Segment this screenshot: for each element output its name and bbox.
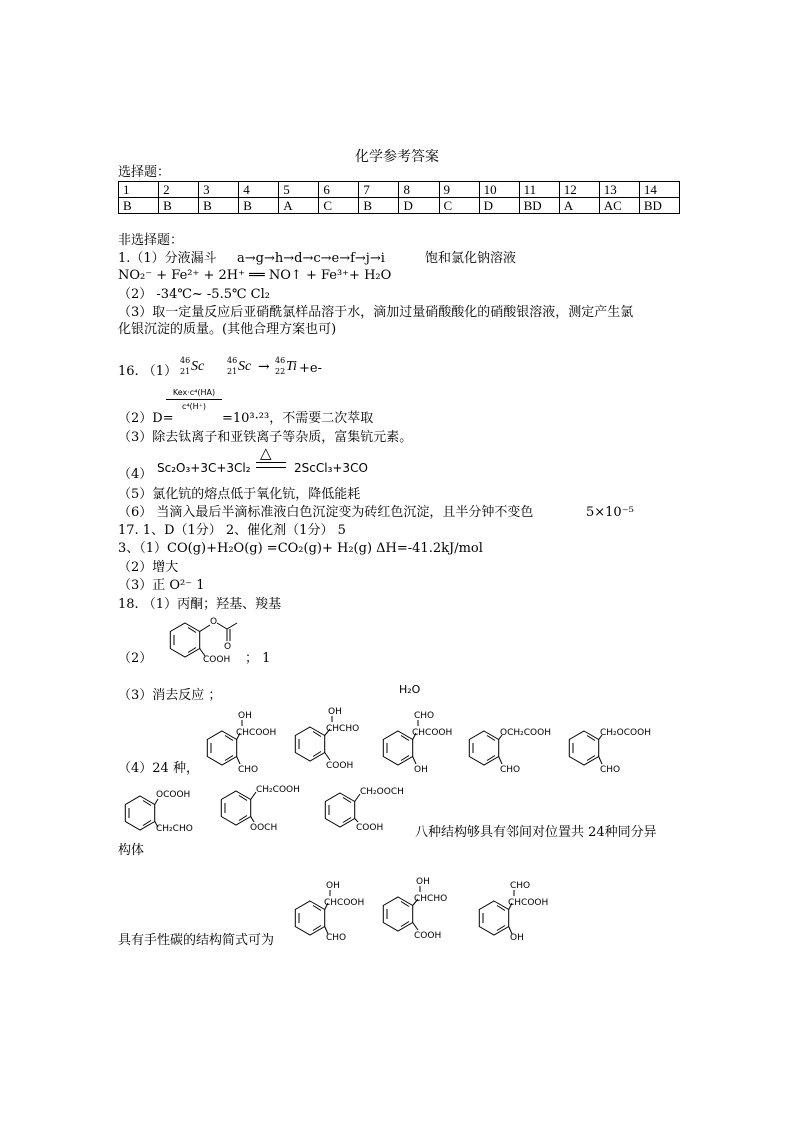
svg-text:CHO: CHO	[238, 765, 259, 775]
svg-text:OH: OH	[510, 933, 524, 943]
table-cell: C	[319, 198, 359, 214]
q1-line1a: 1.（1）分液漏斗	[118, 251, 217, 266]
q18-line6: 构体	[118, 843, 145, 858]
water-formula: H₂O	[399, 683, 421, 696]
table-cell: 10	[479, 182, 519, 198]
q1-line4: 化银沉淀的质量。(其他合理方案也可)	[118, 322, 337, 337]
q16-line4-right: 2ScCl₃+3CO	[294, 461, 368, 475]
table-cell: B	[239, 198, 279, 214]
aspirin-structure	[155, 612, 255, 668]
q1-equation: NO₂⁻ + Fe²⁺ + 2H⁺ ══ NO↑ + Fe³⁺+ H₂O	[118, 268, 392, 283]
svg-text:OH: OH	[326, 881, 340, 891]
table-cell: 11	[519, 182, 559, 198]
svg-text:OOCH: OOCH	[250, 823, 278, 833]
q16-line1-prefix: 16. （1）	[118, 364, 178, 379]
chiral-structure-3	[472, 878, 562, 948]
svg-text:CHO: CHO	[326, 933, 347, 943]
q18-line4-prefix: （4）24 种，	[118, 761, 199, 776]
svg-text:CH₂CHO: CH₂CHO	[156, 824, 193, 834]
table-cell: B	[199, 198, 239, 214]
q1-line1b: a→g→h→d→c→e→f→j→i	[237, 251, 385, 266]
isomer-1	[200, 708, 290, 778]
svg-text:OH: OH	[238, 711, 252, 721]
svg-text:OH: OH	[414, 765, 428, 775]
table-row-answers	[119, 198, 680, 214]
table-cell: 4	[239, 182, 279, 198]
svg-text:CHO: CHO	[414, 711, 435, 721]
q16-line6-value: 5×10⁻⁵	[586, 505, 634, 520]
table-cell: 13	[599, 182, 639, 198]
isomer-6	[118, 781, 213, 847]
table-cell: B	[359, 198, 399, 214]
svg-text:O: O	[210, 617, 218, 627]
q16-line3: （3）除去钛离子和亚铁离子等杂质，富集钪元素。	[118, 430, 413, 445]
table-cell: B	[119, 198, 159, 214]
svg-text:OH: OH	[416, 877, 430, 887]
table-cell: 1	[119, 182, 159, 198]
table-cell: 3	[199, 182, 239, 198]
answer-table	[118, 181, 680, 214]
table-cell: C	[439, 198, 479, 214]
table-cell: BD	[519, 198, 559, 214]
svg-text:OCH₂COOH: OCH₂COOH	[500, 728, 551, 738]
q18-line7: 具有手性碳的结构简式可为	[118, 933, 275, 948]
svg-text:CH₂COOH: CH₂COOH	[256, 785, 300, 795]
table-row-numbers	[119, 182, 680, 198]
isomer-5	[562, 708, 672, 778]
table-cell: 5	[279, 182, 319, 198]
heat-symbol: △	[260, 444, 272, 462]
q16-line5: （5）氯化钪的熔点低于氧化钪，降低能耗	[118, 487, 361, 502]
svg-text:OCOOH: OCOOH	[156, 790, 191, 800]
table-cell: B	[159, 198, 199, 214]
q18-line5: 八种结构够具有邻间对位置共 24种同分异	[415, 825, 657, 840]
table-cell: 2	[159, 182, 199, 198]
svg-text:O: O	[224, 642, 232, 652]
isomer-3	[376, 708, 466, 778]
nonmc-heading: 非选择题：	[118, 233, 184, 248]
q16-line2-suffix: =10³·²³，不需要二次萃取	[222, 411, 374, 426]
q1-line1c: 饱和氯化钠溶液	[425, 251, 517, 266]
table-cell: A	[559, 198, 599, 214]
table-cell: 7	[359, 182, 399, 198]
isomer-8	[314, 782, 424, 848]
svg-text:COOH: COOH	[414, 931, 442, 941]
svg-text:COOH: COOH	[326, 761, 354, 771]
q18-line3: （3）消去反应 ；	[118, 688, 222, 703]
q18-line2-prefix: （2）	[118, 651, 153, 666]
svg-text:CHCOOH: CHCOOH	[412, 728, 453, 738]
reaction-arrow	[256, 462, 286, 468]
svg-text:CHCHO: CHCHO	[326, 724, 360, 734]
svg-text:CHCHO: CHCHO	[414, 894, 448, 904]
q17-line1: 17. 1、D（1分） 2、催化剂（1分） 5	[118, 523, 346, 538]
table-cell: AC	[599, 198, 639, 214]
mc-heading: 选择题：	[118, 165, 171, 180]
table-cell: 14	[639, 182, 679, 198]
svg-text:CH₂OCOOH: CH₂OCOOH	[600, 728, 651, 738]
distribution-fraction: Kex·c⁴(HA) c⁴(H⁺)	[166, 388, 222, 411]
q16-line2-prefix: （2）D=	[118, 411, 174, 426]
chiral-structure-2	[376, 874, 466, 944]
page-title: 化学参考答案	[355, 149, 439, 165]
q16-line6: （6） 当滴入最后半滴标准液白色沉淀变为砖红色沉淀，且半分钟不变色	[118, 505, 534, 520]
q1-line2: （2） -34℃~ -5.5℃ Cl₂	[118, 287, 270, 302]
table-cell: 9	[439, 182, 479, 198]
isomer-2	[288, 704, 378, 774]
svg-text:CHCOOH: CHCOOH	[508, 898, 549, 908]
svg-text:CHCOOH: CHCOOH	[324, 898, 365, 908]
isomer-7	[210, 776, 315, 842]
chiral-structure-1	[288, 878, 378, 948]
q18-line1: 18. （1）丙酮；羟基、羧基	[118, 597, 282, 612]
table-cell: BD	[639, 198, 679, 214]
q17-line3: （2）增大	[118, 560, 179, 575]
table-cell: 8	[399, 182, 439, 198]
isomer-4	[462, 708, 562, 778]
q17-line4: （3）正 O²⁻ 1	[118, 578, 205, 593]
svg-text:CH₂OOCH: CH₂OOCH	[360, 787, 404, 797]
svg-text:COOH: COOH	[203, 655, 231, 665]
svg-text:OH: OH	[328, 707, 342, 717]
table-cell: A	[279, 198, 319, 214]
q16-line4-prefix: （4）	[118, 467, 153, 482]
q17-line2: 3、（1）CO(g)+H₂O(g) =CO₂(g)+ H₂(g) ΔH=-41.2kJ/mol	[118, 541, 483, 556]
svg-text:COOH: COOH	[356, 823, 384, 833]
table-cell: D	[479, 198, 519, 214]
svg-text:CHO: CHO	[510, 881, 531, 891]
table-cell: D	[399, 198, 439, 214]
svg-text:CHO: CHO	[600, 765, 621, 775]
table-cell: 12	[559, 182, 599, 198]
svg-text:CHCOOH: CHCOOH	[236, 728, 277, 738]
q1-line3: （3）取一定量反应后亚硝酰氯样品溶于水，滴加过量硝酸酸化的硝酸银溶液，测定产生氯	[118, 305, 634, 320]
q18-line2-suffix: ； 1	[245, 651, 271, 666]
q16-line4-left: Sc₂O₃+3C+3Cl₂	[157, 461, 251, 475]
table-cell: 6	[319, 182, 359, 198]
svg-text:CHO: CHO	[500, 765, 521, 775]
